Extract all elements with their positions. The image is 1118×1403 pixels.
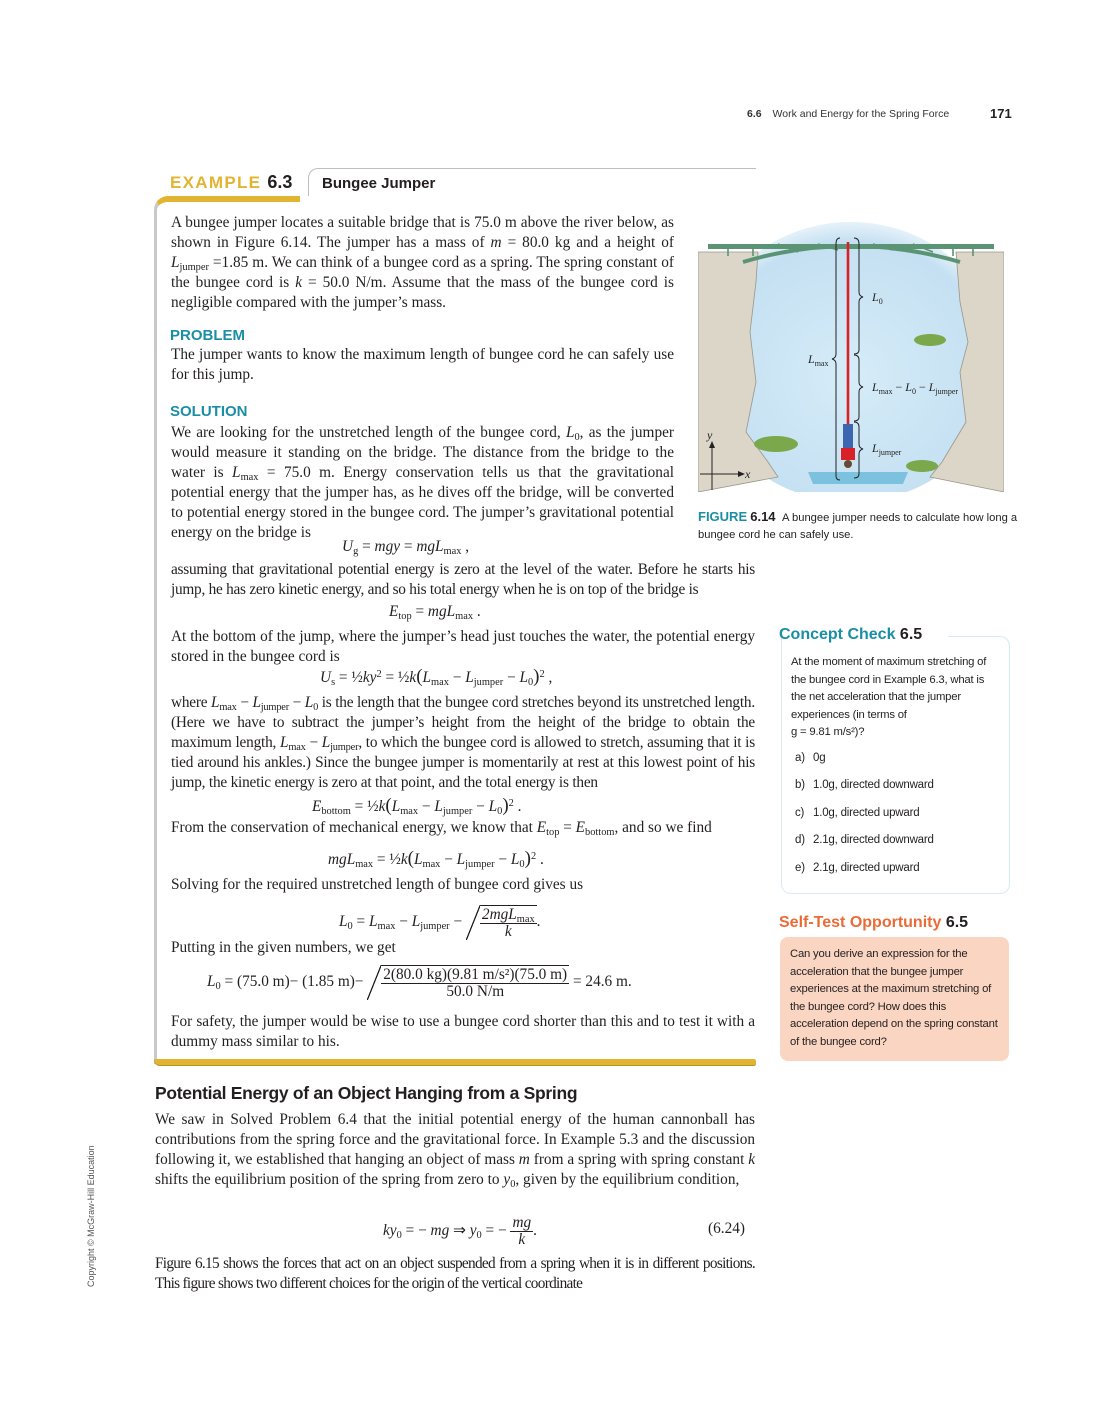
example-bottom-rule xyxy=(154,1059,756,1065)
option-e[interactable]: e) 2.1g, directed upward xyxy=(795,861,920,874)
solution-text: We are looking for the unstretched length of the bungee cord, $L_0$, as the jumper would measure it standing on the bridge. The distance from the bridge to the water is $L_{max} = 75.0$ m. Energy conservation tells us that the gravitational potential energy that the jumper has, as he dives off the bridge, will be converted to potential energy stored in the bungee cord. The jumper’s gravitational potential energy on the bridge is xyxy=(171,424,674,541)
equation-us: $U_s$ = $\frac{1}{2}ky^2$ = $\frac{1}{2}k(L_{max} - L_{jumper} - L_0)^2$ , xyxy=(320,666,553,689)
solution-heading: SOLUTION xyxy=(170,403,248,420)
label-stretch: $L_{max} - L_0 - L_{jumper}$ xyxy=(872,380,959,396)
bungee-illustration xyxy=(698,222,1004,492)
paragraph-solving: Solving for the required unstretched length of bungee cord gives us xyxy=(171,876,584,893)
equation-l0: $L_0 = L_{max} - L_{jumper}$ − $\frac{2mgL_{max}}{k}$ . xyxy=(339,906,541,940)
concept-check-top-border xyxy=(948,636,998,637)
concept-check-corner xyxy=(994,636,1010,652)
example-number: 6.3 xyxy=(267,172,293,192)
problem-text: The jumper wants to know the maximum length of bungee cord he can safely use for this jump. xyxy=(171,346,674,383)
label-ljumper: $L_{jumper}$ xyxy=(872,441,902,457)
equation-ug: $U_g$ = mgy = mgL$_{max}$ , xyxy=(342,538,470,558)
self-test-heading xyxy=(779,914,968,932)
concept-check-question: At the moment of maximum stretching of the bungee cord in Example 6.3, what is the net acceleration that the jumper experiences (in terms of g = 9.81 m/s²)? xyxy=(791,656,987,738)
figure-caption xyxy=(698,508,1018,544)
equation-mgl: $mgL_{max} = \frac{1}{2}k(L_{max} - L_{jumper} - L_0)^2$ . xyxy=(328,848,544,871)
label-l0: $L_0$ xyxy=(872,290,883,306)
section-title: Work and Energy for the Spring Force xyxy=(772,108,950,120)
paragraph-putting: Putting in the given numbers, we get xyxy=(171,939,396,956)
paragraph-bottom: At the bottom of the jump, where the jumper’s head just touches the water, the potential energy stored in the bungee cord is xyxy=(171,628,755,665)
option-d[interactable]: d) 2.1g, directed downward xyxy=(795,834,934,847)
example-label xyxy=(170,172,292,193)
equation-etop: $E_{top} = mgL_{max}$ . xyxy=(389,603,481,623)
running-header xyxy=(747,108,949,120)
equation-6-24: $ky_0$ = − mg ⇒ $y_0$ = − $\frac{mg}{k}$ . xyxy=(383,1214,537,1248)
paragraph-figure-6-15: Figure 6.15 shows the forces that act on an object suspended from a spring when it is in different positions. This figure shows two different choices for the origin of the vertical coordinate xyxy=(155,1255,755,1292)
example-label-text: EXAMPLE xyxy=(170,173,262,192)
option-c[interactable]: c) 1.0g, directed upward xyxy=(795,806,920,819)
subsection-paragraph: We saw in Solved Problem 6.4 that the initial potential energy of the human cannonball has contributions from the spring force and the gravitational force. In Example 5.3 and the discussion following it, we established that hanging an object of mass m from a spring with spring constant k shifts the equilibrium position of the spring from zero to $y_0$, given by the equilibrium condition, xyxy=(155,1111,755,1191)
subsection-heading: Potential Energy of an Object Hanging from a Spring xyxy=(155,1083,578,1103)
figure-bungee-jumper xyxy=(698,222,1004,492)
paragraph-from: From the conservation of mechanical energy, we know that $E_{top} = E_{bottom}$, and so we find xyxy=(171,819,712,839)
copyright-notice: Copyright © McGraw-Hill Education xyxy=(86,1145,96,1287)
section-number: 6.6 xyxy=(747,108,762,120)
paragraph-where: where $L_{max} - L_{jumper} - L_0$ is the length that the bungee cord stretches beyond its unstretched length. (Here we have to subtract the jumper’s height from the height of the bridge to obtain the maximum length, $L_{max} - L_{jumper}$, to which the bungee cord is allowed to stretch, assuming that it is tied around his ankles.) Since the bungee jumper is momentarily at rest at this lowest point of his jump, the kinetic energy is zero at that point, and the total energy is then xyxy=(171,694,755,791)
example-intro: A bungee jumper locates a suitable bridge that is 75.0 m above the river below, as shown in Figure 6.14. The jumper has a mass of m = 80.0 kg and a height of $L_{jumper} =1.85$ m. We can think of a bungee cord as a spring. The spring constant of the bungee cord is k = 50.0 N/m. Assume that the mass of the bungee cord is negligible compared with the jumper’s mass. xyxy=(171,214,674,311)
paragraph-assuming: assuming that gravitational potential energy is zero at the level of the water. Before he starts his jump, he has zero kinetic energy, and so his total energy when he is on top of the bridge is xyxy=(171,561,755,598)
page-number: 171 xyxy=(990,106,1012,121)
concept-check-number: 6.5 xyxy=(899,626,923,643)
figure-number: 6.14 xyxy=(750,509,776,524)
equation-l0-numeric: $L_0 = (75.0$ m)− (1.85 m)− $\frac{\text{2(80.0 kg)(9.81 m/s²)(75.0 m)}}{50.0 N/m}$ = 24.6 m. xyxy=(207,966,632,1000)
self-test-number: 6.5 xyxy=(945,914,969,931)
figure-caption-text: A bungee jumper needs to calculate how long a bungee cord he can safely use. xyxy=(698,512,1018,541)
option-a[interactable]: a) 0g xyxy=(795,752,826,764)
axis-y-label: y xyxy=(707,428,713,442)
axis-x-label: x xyxy=(745,467,751,481)
equation-number: (6.24) xyxy=(708,1220,745,1237)
self-test-text: Can you derive an expression for the acceleration that the bungee jumper experiences at the maximum stretching of the bungee cord? How does this acceleration depend on the spring constant of the bungee cord? xyxy=(790,948,998,1048)
example-title: Bungee Jumper xyxy=(322,175,436,192)
figure-label: FIGURE xyxy=(698,509,748,524)
label-lmax: $L_{max}$ xyxy=(808,352,829,368)
concept-check-options xyxy=(795,750,934,887)
self-test-label: Self-Test Opportunity xyxy=(779,914,942,931)
frame-mask xyxy=(300,196,760,204)
equation-ebottom: $E_{bottom}$ = $\frac{1}{2}k(L_{max} - L_{jumper} - L_0)^2$ . xyxy=(312,795,522,818)
concept-check-heading xyxy=(779,626,922,644)
paragraph-safety: For safety, the jumper would be wise to use a bungee cord shorter than this and to test it with a dummy mass similar to his. xyxy=(171,1013,755,1050)
concept-check-label: Concept Check xyxy=(779,626,896,643)
problem-heading: PROBLEM xyxy=(170,327,245,344)
option-b[interactable]: b) 1.0g, directed downward xyxy=(795,779,934,792)
